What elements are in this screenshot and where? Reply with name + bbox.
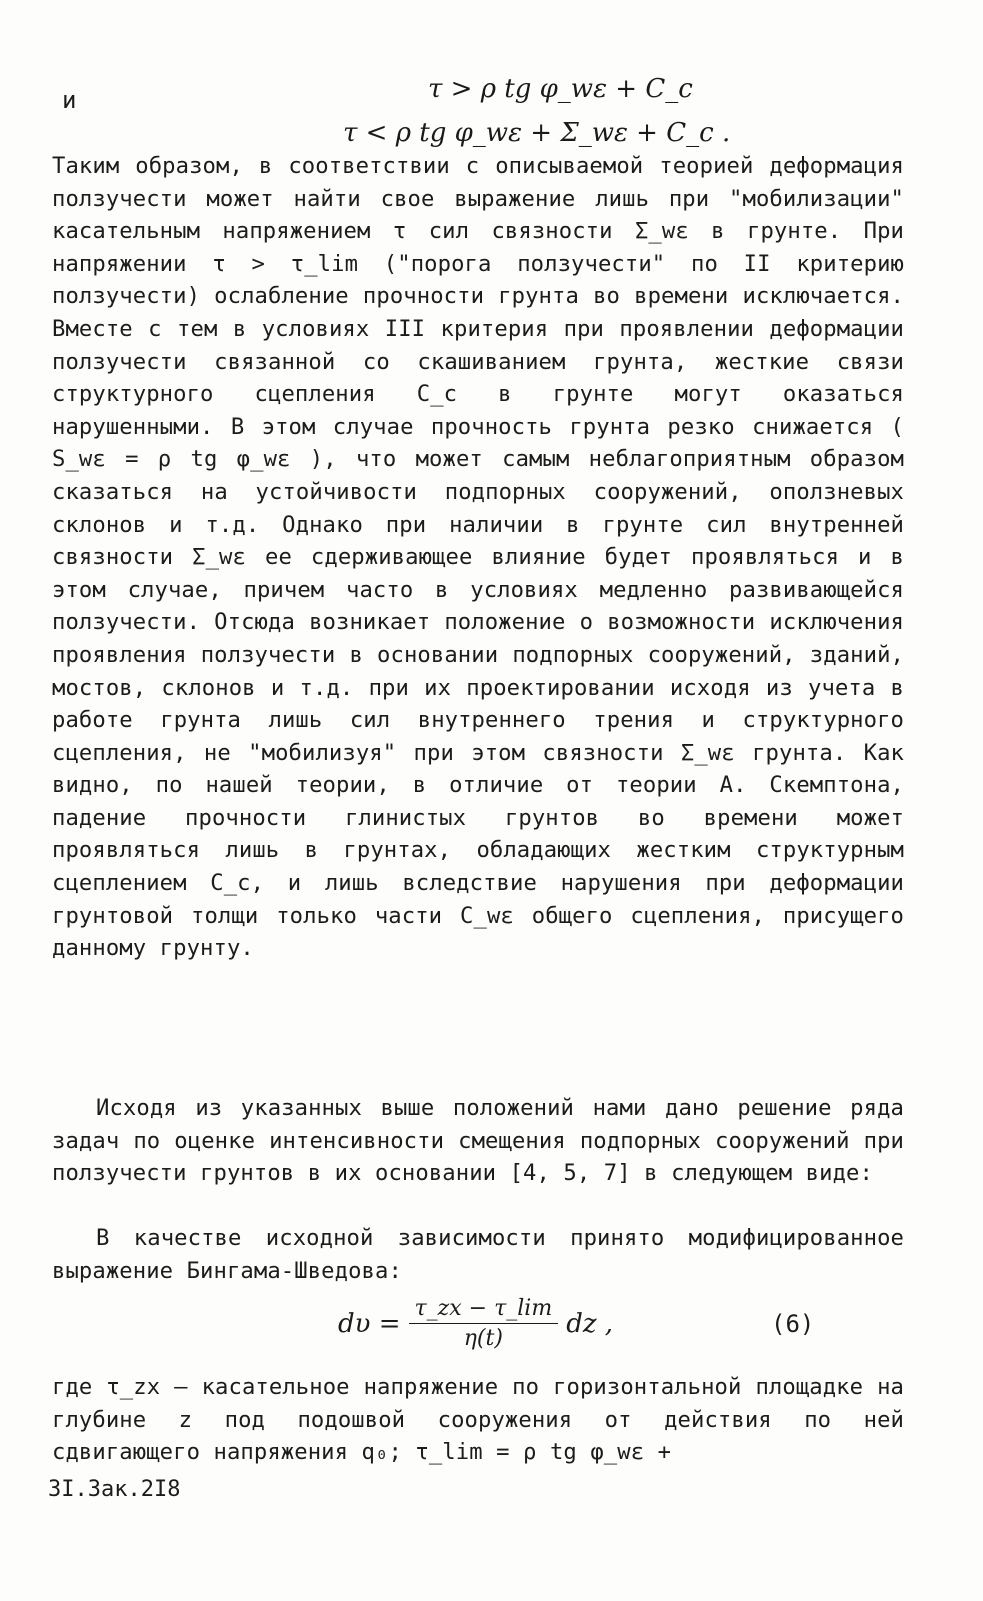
equation-number: (6) [771,1310,815,1338]
paragraph-bingham-intro: В качестве исходной зависимости принято модифицированное выражение Бингама-Шведова: [52,1225,904,1284]
inequality-formula-2: τ < ρ tg φ_wε + Σ_wε + C_c . [343,118,731,148]
page-footer-signature: 3I.Зак.2I8 [48,1477,181,1502]
equation-6-lhs: dυ = [338,1308,401,1339]
equation-6 [338,1296,613,1351]
paragraph-creep-theory: Таким образом, в соответствии с описываемой теорией деформация ползучести может найти свое выражение лишь при "мобилизации" касательным напряжением τ сил связности Σ_wε в грунте. При напряжении τ > τ_lim ("порога ползучести" по II критерию ползучести) ослабление прочности грунта во времени исключается. Вместе с тем в условиях III критерия при проявлении деформации ползучести связанной со скашиванием грунта, жесткие связи структурного сцепления C_c в грунте могут оказаться нарушенными. В этом случае прочность грунта резко снижается ( S_wε = ρ tg φ_wε ), что может самым неблагоприятным образом сказаться на устойчивости подпорных сооружений, оползневых склонов и т.д. Однако при наличии в грунте сил внутренней связности Σ_wε ее сдерживающее влияние будет проявляться и в этом случае, причем часто в условиях медленно развивающейся ползучести. Отсюда возникает положение о возможности исключения проявления ползучести в основании подпорных сооружений, зданий, мостов, склонов и т.д. при их проектировании исходя из учета в работе грунта лишь сил внутреннего трения и структурного сцепления, не "мобилизуя" при этом связности Σ_wε грунта. Как видно, по нашей теории, в отличие от теории А. Скемптона, падение прочности глинистых грунтов во времени может проявляться лишь в грунтах, обладающих жестким структурным сцеплением C_c, и лишь вследствие нарушения при деформации грунтовой толщи только части C_wε общего сцепления, присущего данному грунту. [52,153,904,962]
paragraph-solutions-intro: Исходя из указанных выше положений нами дано решение ряда задач по оценке интенсивности смещения подпорных сооружений при ползучести грунтов в их основании [4, 5, 7] в следующем виде: [52,1095,904,1187]
equation-6-rhs: dz , [566,1308,614,1339]
equation-6-numerator: τ_zx − τ_lim [409,1296,559,1324]
equation-6-denominator: η(t) [463,1326,503,1351]
paragraph-definitions: где τ_zx – касательное напряжение по горизонтальной площадке на глубине z под подошвой сооружения от действия по ней сдвигающего напряжения q₀; τ_lim = ρ tg φ_wε + [52,1374,904,1466]
inequality-formula-1: τ > ρ tg φ_wε + C_c [428,74,693,104]
equation-6-fraction [409,1296,559,1351]
conjunction-label: и [62,86,77,114]
